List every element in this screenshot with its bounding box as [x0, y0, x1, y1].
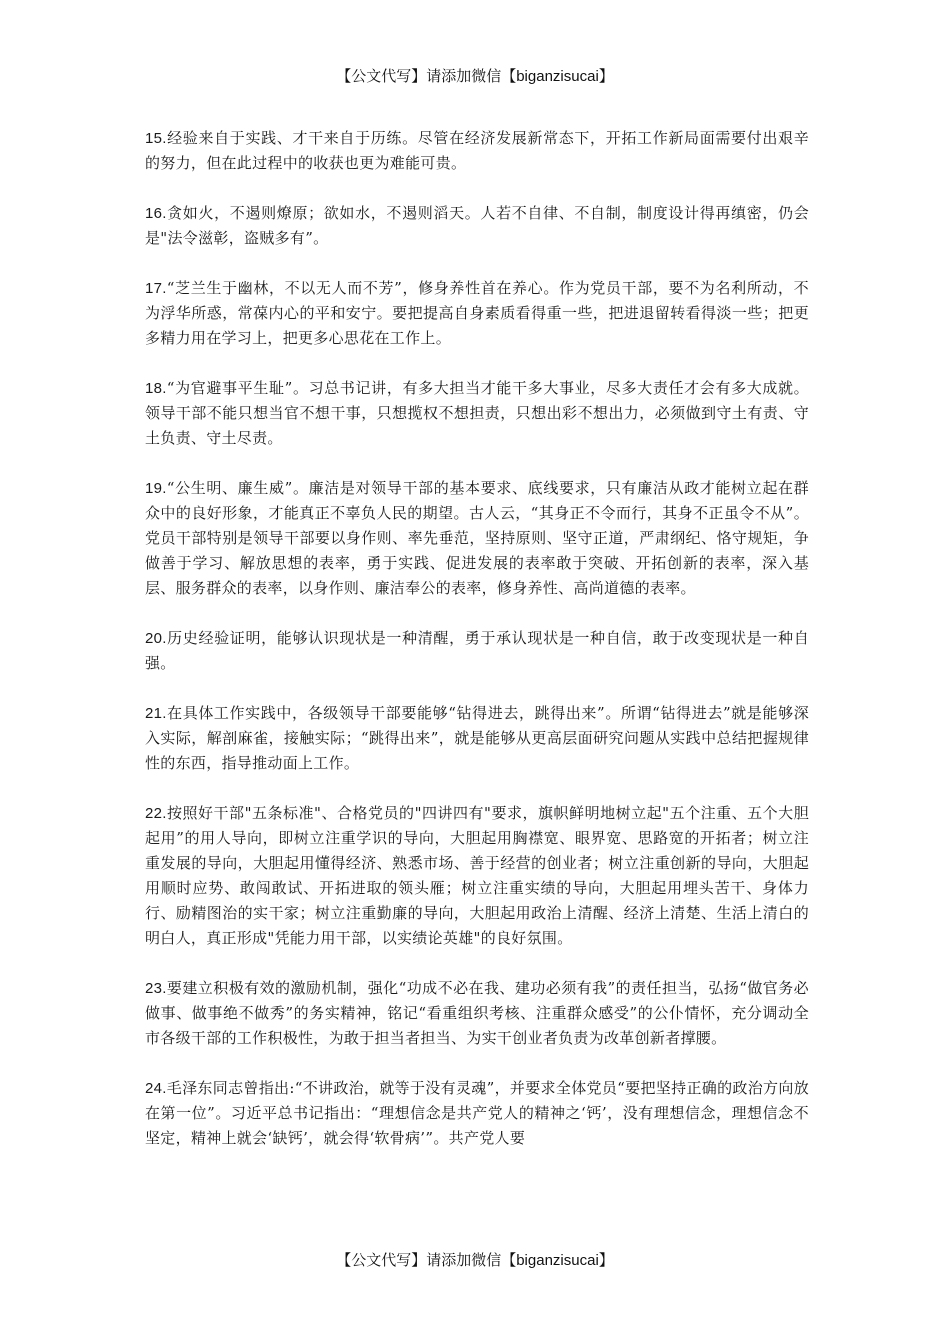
header-prefix: 【公文代写】请添加微信【 — [336, 67, 517, 85]
paragraph-24 — [145, 1076, 809, 1151]
paragraph-text: “芝兰生于幽林，不以无人而不芳”，修身养性首在养心。作为党员干部，要不为名利所动，不为浮华所惑，常葆内心的平和安宁。要把提高自身素质看得重一些，把进退留转看得淡一些；把更多精力用在学习上，把更多心思花在工作上。 — [145, 279, 809, 347]
paragraph-number: 17. — [145, 280, 167, 297]
paragraph-number: 24. — [145, 1080, 167, 1097]
paragraph-15 — [145, 126, 809, 176]
paragraph-17 — [145, 276, 809, 351]
paragraph-number: 18. — [145, 380, 167, 397]
paragraph-number: 19. — [145, 480, 167, 497]
page-footer — [0, 1250, 950, 1271]
paragraph-text: 在具体工作实践中，各级领导干部要能够“钻得进去，跳得出来”。所谓“钻得进去”就是能够深入实际，解剖麻雀，接触实际；“跳得出来”，就是能够从更高层面研究问题从实践中总结把握规律性的东西，指导推动面上工作。 — [145, 704, 809, 772]
page-header — [0, 66, 950, 87]
paragraph-22 — [145, 801, 809, 951]
paragraph-18 — [145, 376, 809, 451]
paragraph-number: 21. — [145, 705, 167, 722]
header-wechat-id: biganzisucai — [516, 68, 599, 85]
paragraph-text: “公生明、廉生威”。廉洁是对领导干部的基本要求、底线要求，只有廉洁从政才能树立起在群众中的良好形象，才能真正不辜负人民的期望。古人云，“其身正不令而行，其身不正虽令不从”。党员干部特别是领导干部要以身作则、率先垂范，坚持原则、坚守正道，严肃纲纪、恪守规矩，争做善于学习、解放思想的表率，勇于实践、促进发展的表率敢于突破、开拓创新的表率，深入基层、服务群众的表率，以身作则、廉洁奉公的表率，修身养性、高尚道德的表率。 — [145, 479, 809, 597]
footer-suffix: 】 — [598, 1251, 614, 1269]
paragraph-number: 20. — [145, 630, 167, 647]
paragraph-text: 经验来自于实践、才干来自于历练。尽管在经济发展新常态下，开拓工作新局面需要付出艰辛的努力，但在此过程中的收获也更为难能可贵。 — [145, 129, 809, 172]
paragraph-number: 22. — [145, 805, 167, 822]
paragraph-text: 贪如火，不遏则燎原；欲如水，不遏则滔天。人若不自律、不自制，制度设计得再缜密，仍会是"法令滋彰，盗贼多有”。 — [145, 204, 809, 247]
footer-wechat-id: biganzisucai — [516, 1252, 599, 1269]
paragraph-text: 历史经验证明，能够认识现状是一种清醒，勇于承认现状是一种自信，敢于改变现状是一种自强。 — [145, 629, 809, 672]
paragraph-text: 毛泽东同志曾指出:“不讲政治，就等于没有灵魂”，并要求全体党员“要把坚持正确的政治方向放在第一位”。习近平总书记指出：“理想信念是共产党人的精神之‘钙’，没有理想信念，理想信念不坚定，精神上就会‘缺钙’，就会得‘软骨病’”。共产党人要 — [145, 1079, 809, 1147]
paragraph-21 — [145, 701, 809, 776]
paragraph-text: “为官避事平生耻”。习总书记讲，有多大担当才能干多大事业，尽多大责任才会有多大成就。领导干部不能只想当官不想干事，只想揽权不想担责，只想出彩不想出力，必须做到守土有责、守土负责、守土尽责。 — [145, 379, 809, 447]
paragraph-23 — [145, 976, 809, 1051]
document-body — [145, 126, 809, 1176]
paragraph-number: 23. — [145, 980, 167, 997]
header-suffix: 】 — [598, 67, 614, 85]
footer-prefix: 【公文代写】请添加微信【 — [336, 1251, 517, 1269]
paragraph-text: 要建立积极有效的激励机制，强化“功成不必在我、建功必须有我”的责任担当，弘扬“做官务必做事、做事绝不做秀”的务实精神，铭记“看重组织考核、注重群众感受”的公仆情怀，充分调动全市各级干部的工作积极性，为敢于担当者担当、为实干创业者负责为改革创新者撑腰。 — [145, 979, 809, 1047]
paragraph-19 — [145, 476, 809, 601]
paragraph-20 — [145, 626, 809, 676]
paragraph-16 — [145, 201, 809, 251]
paragraph-text: 按照好干部"五条标准"、合格党员的"四讲四有"要求，旗帜鲜明地树立起"五个注重、五个大胆起用”的用人导向，即树立注重学识的导向，大胆起用胸襟宽、眼界宽、思路宽的开拓者；树立注重发展的导向，大胆起用懂得经济、熟悉市场、善于经营的创业者；树立注重创新的导向，大胆起用顺时应势、敢闯敢试、开拓进取的领头雁；树立注重实绩的导向，大胆起用埋头苦干、身体力行、励精图治的实干家；树立注重勤廉的导向，大胆起用政治上清醒、经济上清楚、生活上清白的明白人，真正形成"凭能力用干部，以实绩论英雄"的良好氛围。 — [145, 804, 809, 947]
paragraph-number: 16. — [145, 205, 167, 222]
paragraph-number: 15. — [145, 130, 167, 147]
